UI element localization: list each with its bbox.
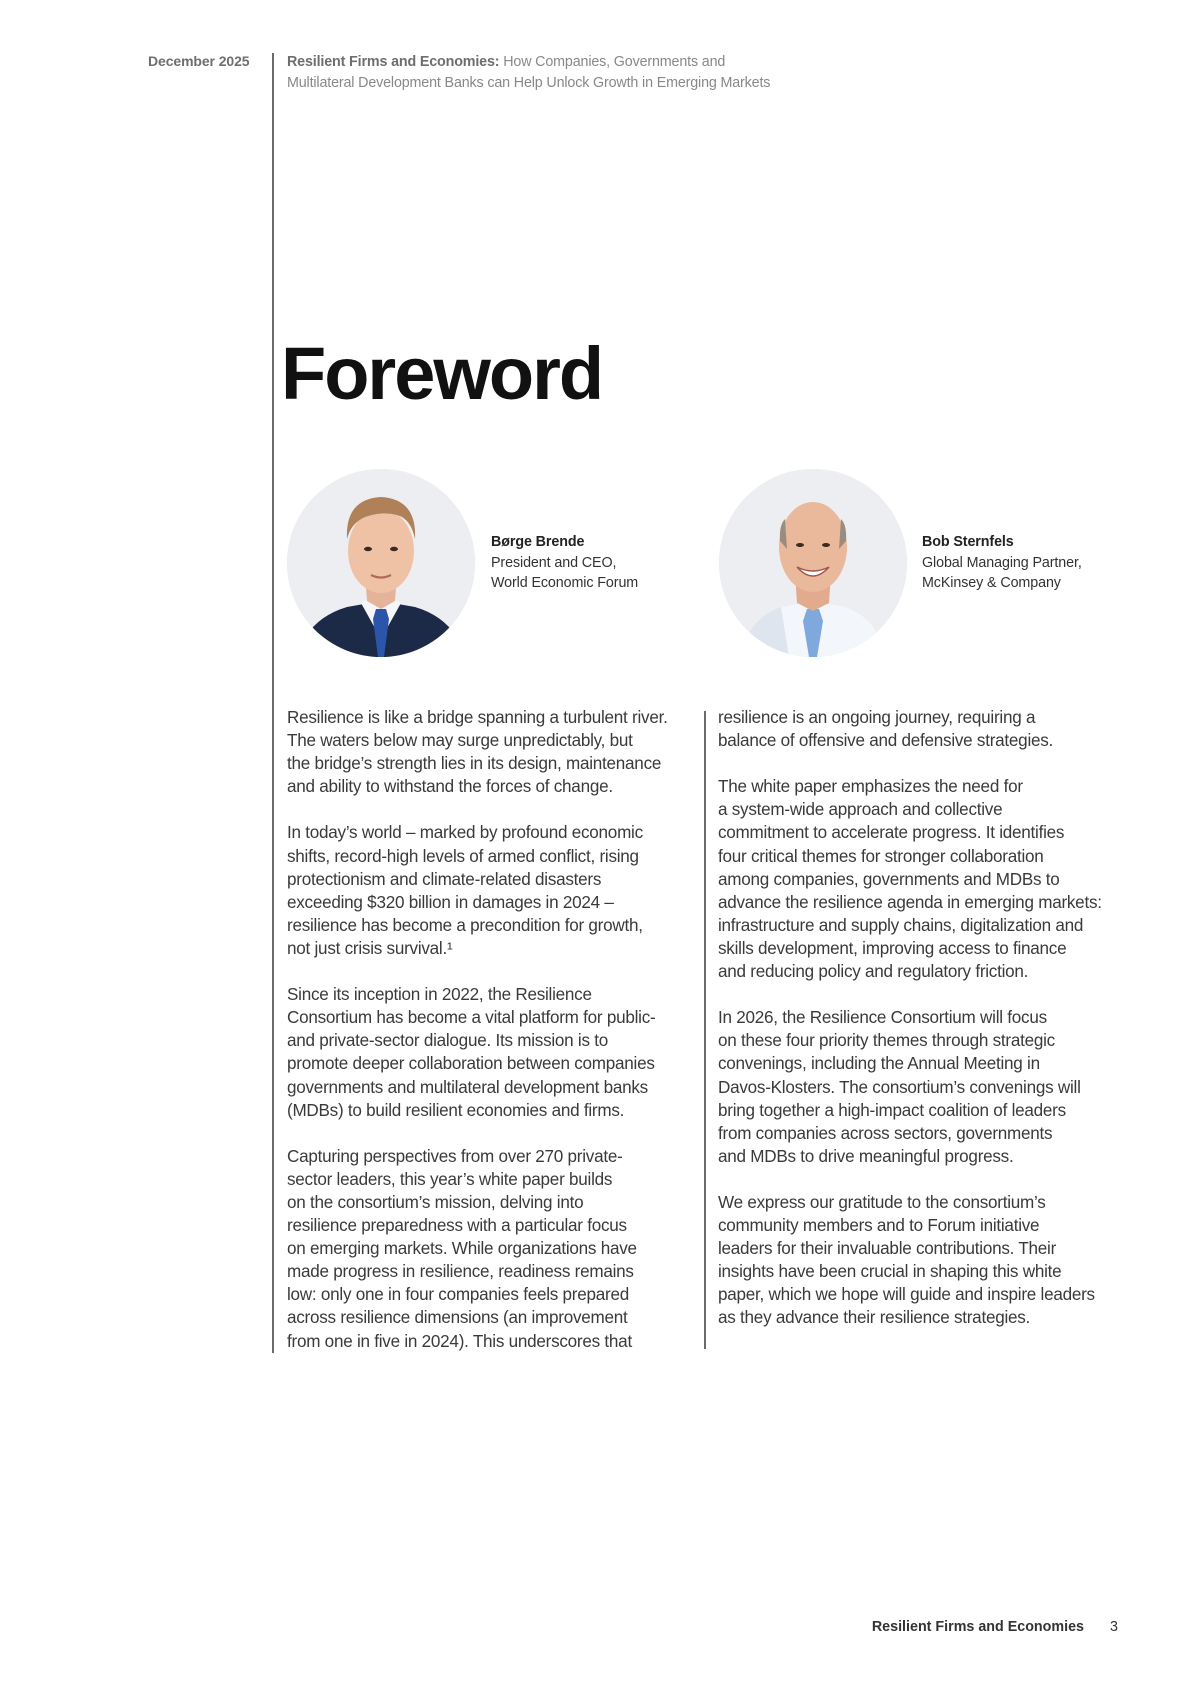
text-line: among companies, governments and MDBs to	[718, 869, 1060, 889]
paragraph	[718, 706, 1138, 752]
text-line: Consortium has become a vital platform for public-	[287, 1008, 656, 1028]
text-line: community members and to Forum initiative	[718, 1216, 1040, 1236]
text-line: not just crisis survival.¹	[287, 938, 453, 958]
text-line: insights have been crucial in shaping this white	[718, 1262, 1062, 1282]
author-photo-brende	[287, 469, 475, 657]
paragraph	[287, 706, 695, 798]
text-line: leaders for their invaluable contributions. Their	[718, 1239, 1057, 1259]
portrait-illustration	[719, 469, 907, 657]
text-line: infrastructure and supply chains, digitalization and	[718, 915, 1084, 935]
portrait-illustration	[287, 469, 475, 657]
text-line: and private-sector dialogue. Its mission is to	[287, 1031, 609, 1051]
text-line: across resilience dimensions (an improvement	[287, 1308, 628, 1328]
paragraph	[718, 775, 1138, 983]
document-title-bold: Resilient Firms and Economies:	[287, 54, 500, 70]
text-line: a system-wide approach and collective	[718, 800, 1003, 820]
text-line: as they advance their resilience strategies.	[718, 1308, 1031, 1328]
text-line: exceeding $320 billion in damages in 2024 –	[287, 892, 614, 912]
author-organization: World Economic Forum	[491, 575, 639, 591]
author-name: Børge Brende	[491, 534, 585, 550]
text-line: bring together a high-impact coalition of leaders	[718, 1100, 1066, 1120]
text-line: Davos-Klosters. The consortium’s convenings will	[718, 1077, 1081, 1097]
author-caption-brende	[491, 532, 638, 594]
text-line: advance the resilience agenda in emerging markets:	[718, 892, 1102, 912]
document-title-line2: Multilateral Development Banks can Help Unlock Growth in Emerging Markets	[287, 74, 771, 91]
text-line: skills development, improving access to finance	[718, 938, 1067, 958]
text-line: resilience is an ongoing journey, requiring a	[718, 708, 1036, 727]
text-line: In 2026, the Resilience Consortium will focus	[718, 1008, 1047, 1028]
page-number: 3	[1110, 1619, 1118, 1635]
author-organization: McKinsey & Company	[922, 575, 1061, 591]
text-line: on the consortium’s mission, delving into	[287, 1192, 584, 1212]
text-line: In today’s world – marked by profound economic	[287, 823, 643, 843]
text-line: resilience has become a precondition for growth,	[287, 915, 643, 935]
text-line: and MDBs to drive meaningful progress.	[718, 1146, 1014, 1166]
document-title	[287, 52, 847, 93]
text-line: governments and multilateral development banks	[287, 1077, 648, 1097]
text-line: We express our gratitude to the consortium’s	[718, 1192, 1046, 1212]
paragraph	[718, 1006, 1138, 1168]
text-line: on emerging markets. While organizations have	[287, 1239, 637, 1259]
text-line: protectionism and climate-related disasters	[287, 869, 602, 889]
text-line: (MDBs) to build resilient economies and firms.	[287, 1100, 625, 1120]
text-line: the bridge’s strength lies in its design, maintenance	[287, 754, 662, 774]
text-line: and reducing policy and regulatory friction.	[718, 962, 1029, 982]
author-role: President and CEO,	[491, 554, 617, 571]
left-divider-line	[272, 53, 274, 1353]
footer-title: Resilient Firms and Economies	[871, 1619, 1084, 1635]
text-line: The waters below may surge unpredictably, but	[287, 731, 633, 751]
text-line: balance of offensive and defensive strategies.	[718, 731, 1054, 751]
body-column-right	[718, 706, 1138, 1353]
text-line: promote deeper collaboration between companies	[287, 1054, 655, 1074]
body-column-left	[287, 706, 695, 1376]
text-line: on these four priority themes through strategic	[718, 1031, 1055, 1051]
text-line: from one in five in 2024). This underscores that	[287, 1331, 632, 1351]
text-line: and ability to withstand the forces of change.	[287, 777, 613, 797]
text-line: from companies across sectors, governments	[718, 1123, 1053, 1143]
paragraph	[287, 983, 695, 1122]
text-line: Resilience is like a bridge spanning a turbulent river.	[287, 708, 668, 727]
paragraph	[287, 1145, 695, 1353]
author-caption-sternfels	[922, 532, 1082, 594]
page-title: Foreword	[281, 332, 603, 415]
text-line: low: only one in four companies feels prepared	[287, 1285, 629, 1305]
author-photo-sternfels	[719, 469, 907, 657]
paragraph	[718, 1191, 1138, 1330]
document-title-rest: How Companies, Governments and	[499, 54, 726, 70]
text-line: shifts, record-high levels of armed conflict, rising	[287, 846, 639, 866]
text-line: convenings, including the Annual Meeting in	[718, 1054, 1040, 1074]
text-line: Capturing perspectives from over 270 private-	[287, 1146, 623, 1166]
text-line: made progress in resilience, readiness remains	[287, 1262, 634, 1282]
author-name: Bob Sternfels	[922, 534, 1014, 550]
paragraph	[287, 821, 695, 960]
text-line: paper, which we hope will guide and inspire leaders	[718, 1285, 1095, 1305]
text-line: four critical themes for stronger collaboration	[718, 846, 1044, 866]
header-date: December 2025	[148, 53, 250, 69]
text-line: commitment to accelerate progress. It identifies	[718, 823, 1065, 843]
text-line: resilience preparedness with a particular focus	[287, 1216, 627, 1236]
column-divider-line	[704, 711, 706, 1349]
text-line: The white paper emphasizes the need for	[718, 777, 1023, 797]
author-role: Global Managing Partner,	[922, 554, 1082, 571]
text-line: Since its inception in 2022, the Resilience	[287, 985, 592, 1005]
text-line: sector leaders, this year’s white paper builds	[287, 1169, 613, 1189]
